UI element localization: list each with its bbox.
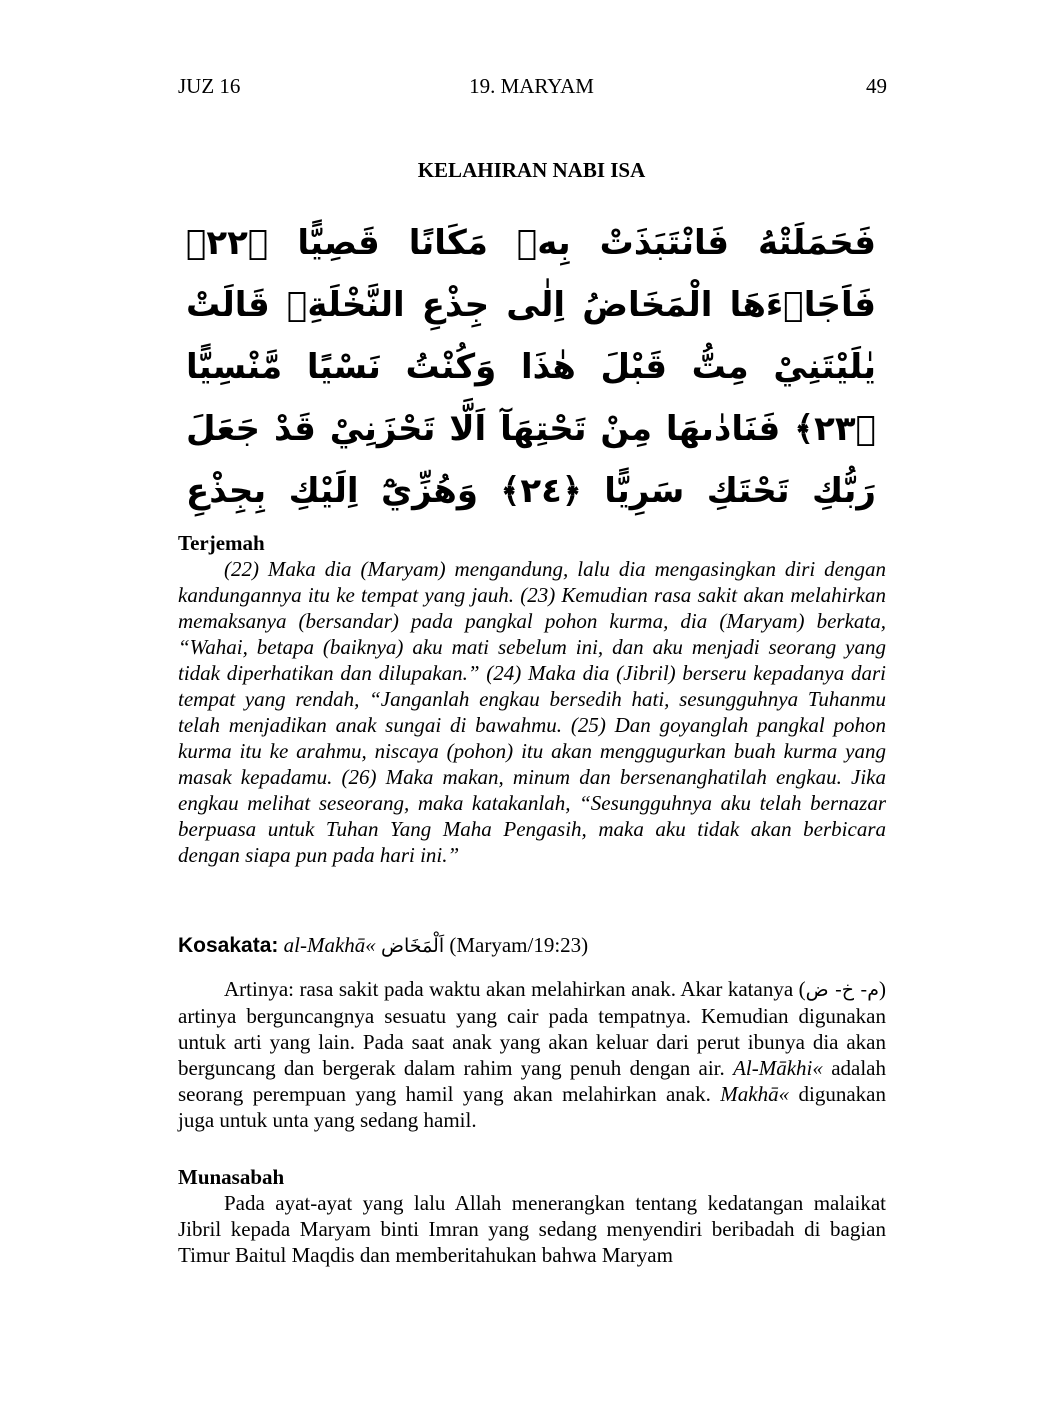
translation-text: (22) Maka dia (Maryam) mengandung, lalu dia mengasingkan diri dengan kandungannya itu ke tempat yang jauh. (23) Kemudian rasa sakit akan melahirkan memaksanya (bersandar) pada pangkal pohon kurma, dia (Maryam) berkata, “Wahai, betapa (baiknya) aku mati sebelum ini, dan aku menjadi seorang yang tidak diperhatikan dan dilupakan.” (24) Maka dia (Jibril) berseru kepadanya dari tempat yang rendah, “Janganlah engkau bersedih hati, sesungguhnya Tuhanmu telah menjadikan anak sungai di bawahmu. (25) Dan goyanglah pangkal pohon kurma itu ke arahmu, niscaya (pohon) itu akan menggugurkan buah kurma yang masak kepadamu. (26) Maka makan, minum dan bersenanghatilah engkau. Jika engkau melihat seseorang, maka katakanlah, “Sesungguhnya aku telah bernazar berpuasa untuk Tuhan Yang Maha Pengasih, maka aku tidak akan berbicara dengan siapa pun pada hari ini.” (178, 557, 886, 867)
vocabulary-term-2: Al-Mākhi« (733, 1056, 823, 1080)
vocabulary-arabic: اَلْمَخَاض (381, 935, 445, 957)
vocabulary-text-1: Artinya: rasa sakit pada waktu akan melahirkan anak. Akar katanya ( (224, 977, 806, 1001)
page-number: 49 (866, 74, 887, 98)
section-title: KELAHIRAN NABI ISA (417, 158, 646, 182)
vocabulary-root: م- خ- ض (805, 979, 879, 1001)
vocabulary-reference: (Maryam/19:23) (449, 933, 589, 957)
translation-heading: Terjemah (178, 531, 265, 555)
vocabulary-term: al-Makhā« (283, 933, 376, 957)
arabic-verses: فَحَمَلَتْهُ فَانْتَبَذَتْ بِهٖ مَكَانًا قَصِيًّا ﴿٢٢﴾ فَاَجَاۤءَهَا الْمَخَاضُ اِلٰى جِذْعِ النَّخْلَةِۚ قَالَتْ يٰلَيْتَنِيْ مِتُّ قَبْلَ هٰذَا وَكُنْتُ نَسْيًا مَّنْسِيًّا ﴿٢٣﴾ فَنَادٰىهَا مِنْ تَحْتِهَآ اَلَّا تَحْزَنِيْ قَدْ جَعَلَ رَبُّكِ تَحْتَكِ سَرِيًّا ﴿٢٤﴾ وَهُزِّيْٓ اِلَيْكِ بِجِذْعِ (186, 223, 876, 511)
header-surah: 19. MARYAM (469, 74, 594, 98)
vocabulary-text-3: adalah seorang perempuan yang hamil yang akan melahirkan anak. (178, 1056, 886, 1106)
vocabulary-label: Kosakata: (178, 934, 279, 957)
munasabah-text: Pada ayat-ayat yang lalu Allah menerangkan tentang kedatangan malaikat Jibril kepada Maryam binti Imran yang sedang menyendiri beribadah di bagian Timur Baitul Maqdis dan memberitahukan bahwa Maryam (178, 1191, 886, 1267)
vocabulary-explanation (178, 976, 886, 1133)
vocabulary-text-2: ) artinya berguncangnya sesuatu yang cair pada tempatnya. Kemudian digunakan untuk arti yang lain. Pada saat anak yang akan keluar dari perut ibunya dia akan berguncang dan bergerak dalam rahim yang penuh dengan air. (178, 977, 886, 1080)
header-juz: JUZ 16 (178, 74, 241, 98)
munasabah-heading: Munasabah (178, 1165, 285, 1189)
vocabulary-text-4: digunakan juga untuk unta yang sedang hamil. (178, 1082, 886, 1132)
vocabulary-line (178, 932, 886, 959)
vocabulary-term-3: Makhā« (720, 1082, 790, 1106)
